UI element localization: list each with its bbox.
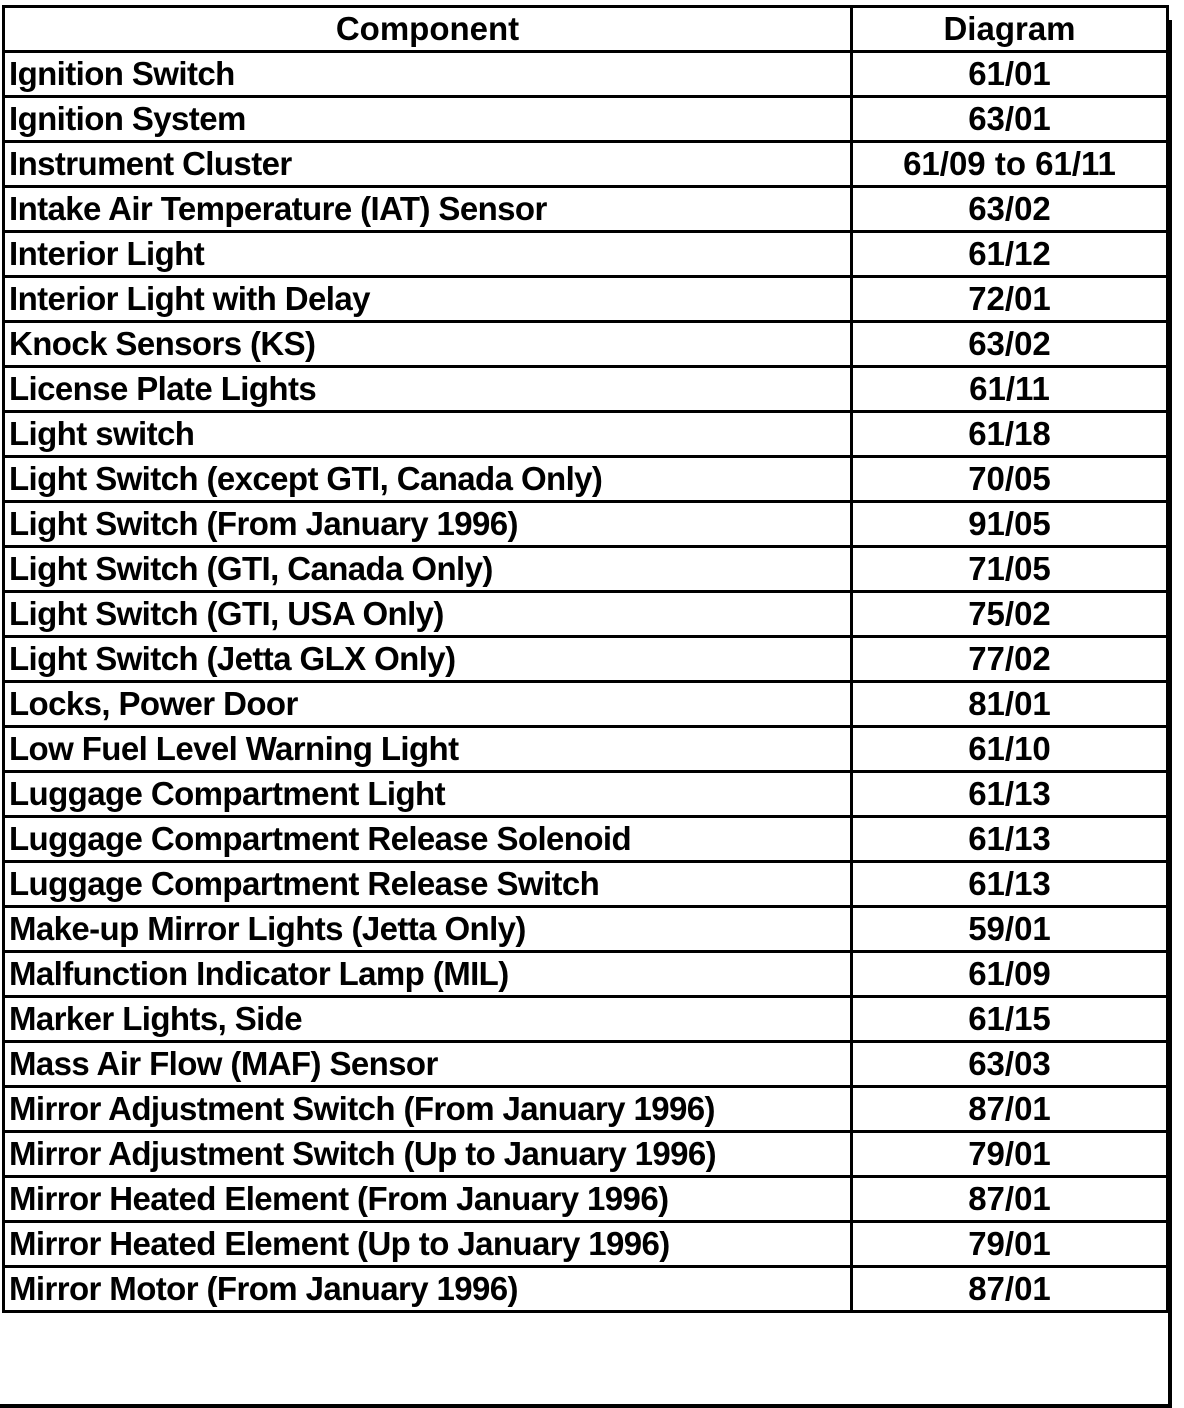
component-diagram-table	[2, 5, 1169, 1313]
component-cell: Luggage Compartment Release Solenoid	[4, 817, 852, 862]
column-header-component: Component	[4, 7, 852, 52]
table-row	[4, 997, 1168, 1042]
component-cell: Luggage Compartment Light	[4, 772, 852, 817]
table-row	[4, 277, 1168, 322]
table-row	[4, 52, 1168, 97]
diagram-cell: 79/01	[852, 1132, 1168, 1177]
table-row	[4, 637, 1168, 682]
component-cell: Light Switch (GTI, Canada Only)	[4, 547, 852, 592]
table-row	[4, 1042, 1168, 1087]
diagram-cell: 61/13	[852, 817, 1168, 862]
table-row	[4, 1177, 1168, 1222]
table-row	[4, 952, 1168, 997]
diagram-cell: 61/11	[852, 367, 1168, 412]
diagram-cell: 61/12	[852, 232, 1168, 277]
table-row	[4, 1087, 1168, 1132]
component-cell: Mirror Adjustment Switch (From January 1996)	[4, 1087, 852, 1132]
component-cell: Mirror Heated Element (Up to January 1996)	[4, 1222, 852, 1267]
table-row	[4, 142, 1168, 187]
diagram-cell: 63/02	[852, 187, 1168, 232]
component-cell: Ignition System	[4, 97, 852, 142]
component-cell: Knock Sensors (KS)	[4, 322, 852, 367]
component-cell: Mirror Adjustment Switch (Up to January 1996)	[4, 1132, 852, 1177]
table-row	[4, 502, 1168, 547]
diagram-cell: 77/02	[852, 637, 1168, 682]
table-row	[4, 592, 1168, 637]
diagram-cell: 75/02	[852, 592, 1168, 637]
right-border-rule	[1168, 20, 1172, 1408]
component-cell: Instrument Cluster	[4, 142, 852, 187]
table-row	[4, 682, 1168, 727]
diagram-cell: 72/01	[852, 277, 1168, 322]
component-cell: Interior Light	[4, 232, 852, 277]
diagram-cell: 71/05	[852, 547, 1168, 592]
diagram-cell: 63/01	[852, 97, 1168, 142]
table-row	[4, 817, 1168, 862]
component-cell: Light Switch (except GTI, Canada Only)	[4, 457, 852, 502]
table-row	[4, 367, 1168, 412]
diagram-cell: 61/13	[852, 772, 1168, 817]
table-row	[4, 907, 1168, 952]
diagram-cell: 87/01	[852, 1087, 1168, 1132]
component-cell: Low Fuel Level Warning Light	[4, 727, 852, 772]
table-row	[4, 772, 1168, 817]
component-cell: Malfunction Indicator Lamp (MIL)	[4, 952, 852, 997]
column-header-diagram: Diagram	[852, 7, 1168, 52]
table-row	[4, 1222, 1168, 1267]
diagram-cell: 63/02	[852, 322, 1168, 367]
diagram-cell: 61/15	[852, 997, 1168, 1042]
table-row	[4, 1132, 1168, 1177]
component-cell: Intake Air Temperature (IAT) Sensor	[4, 187, 852, 232]
component-cell: Interior Light with Delay	[4, 277, 852, 322]
component-cell: Make-up Mirror Lights (Jetta Only)	[4, 907, 852, 952]
component-cell: License Plate Lights	[4, 367, 852, 412]
bottom-border-rule	[0, 1404, 1172, 1408]
diagram-cell: 61/09	[852, 952, 1168, 997]
diagram-cell: 79/01	[852, 1222, 1168, 1267]
table-row	[4, 1267, 1168, 1312]
component-cell: Mirror Heated Element (From January 1996)	[4, 1177, 852, 1222]
diagram-cell: 61/18	[852, 412, 1168, 457]
table-header-row	[4, 7, 1168, 52]
diagram-cell: 61/13	[852, 862, 1168, 907]
diagram-cell: 61/09 to 61/11	[852, 142, 1168, 187]
component-cell: Light Switch (Jetta GLX Only)	[4, 637, 852, 682]
table-body	[4, 52, 1168, 1312]
component-cell: Light Switch (GTI, USA Only)	[4, 592, 852, 637]
component-cell: Luggage Compartment Release Switch	[4, 862, 852, 907]
diagram-cell: 70/05	[852, 457, 1168, 502]
table-row	[4, 232, 1168, 277]
table-row	[4, 862, 1168, 907]
table-row	[4, 322, 1168, 367]
component-cell: Light Switch (From January 1996)	[4, 502, 852, 547]
diagram-cell: 59/01	[852, 907, 1168, 952]
table-row	[4, 457, 1168, 502]
diagram-cell: 81/01	[852, 682, 1168, 727]
component-cell: Mirror Motor (From January 1996)	[4, 1267, 852, 1312]
diagram-cell: 61/10	[852, 727, 1168, 772]
diagram-cell: 63/03	[852, 1042, 1168, 1087]
diagram-cell: 87/01	[852, 1267, 1168, 1312]
component-cell: Mass Air Flow (MAF) Sensor	[4, 1042, 852, 1087]
component-cell: Light switch	[4, 412, 852, 457]
table-row	[4, 97, 1168, 142]
component-cell: Marker Lights, Side	[4, 997, 852, 1042]
table-row	[4, 727, 1168, 772]
table-row	[4, 412, 1168, 457]
table-row	[4, 547, 1168, 592]
diagram-cell: 61/01	[852, 52, 1168, 97]
component-cell: Locks, Power Door	[4, 682, 852, 727]
table-row	[4, 187, 1168, 232]
diagram-cell: 91/05	[852, 502, 1168, 547]
diagram-cell: 87/01	[852, 1177, 1168, 1222]
component-cell: Ignition Switch	[4, 52, 852, 97]
